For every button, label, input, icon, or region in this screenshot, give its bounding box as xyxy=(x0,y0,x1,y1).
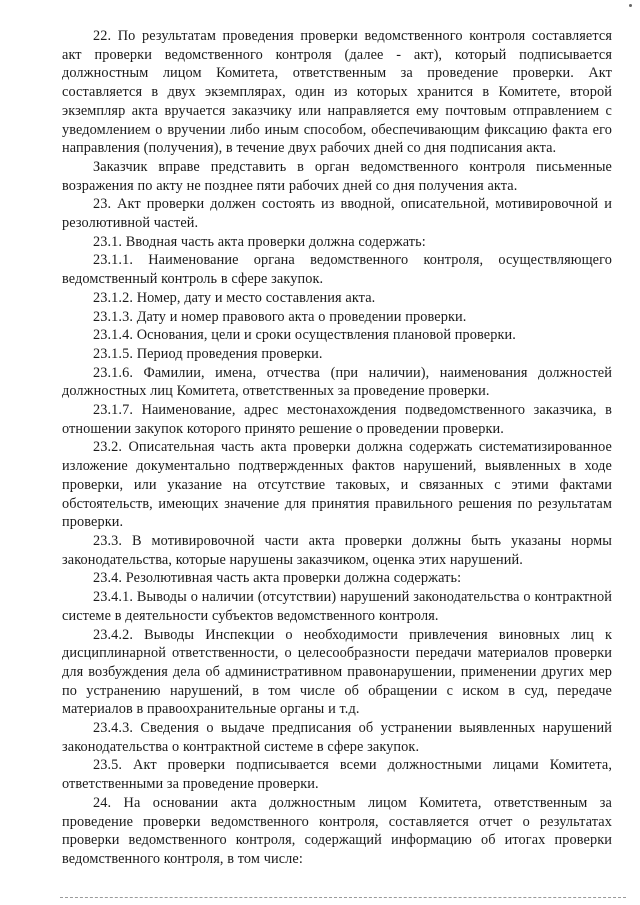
paragraph-24: 24. На основании акта должностным лицом Комитета, ответственным за проведение проверки ведомственного контроля, составляется отчет о результатах проверки ведомственного контроля, содержащий информацию об итогах проверки ведомственного контроля, в том числе: xyxy=(62,794,612,867)
paragraph-23-1-4: 23.1.4. Основания, цели и сроки осуществления плановой проверки. xyxy=(93,327,516,344)
paragraph-23-5: 23.5. Акт проверки подписывается всеми должностными лицами Комитета, ответственными за проведение проверки. xyxy=(62,757,612,793)
scan-speck xyxy=(629,4,632,7)
paragraph-23-1-2: 23.1.2. Номер, дату и место составления акта. xyxy=(93,289,376,306)
scan-bottom-edge xyxy=(60,897,626,898)
paragraph-22-objections: Заказчик вправе представить в орган ведомственного контроля письменные возражения по акту не позднее пяти рабочих дней со дня получения акта. xyxy=(62,158,612,194)
paragraph-23-1-5: 23.1.5. Период проведения проверки. xyxy=(93,345,323,362)
paragraph-23: 23. Акт проверки должен состоять из вводной, описательной, мотивировочной и резолютивной частей. xyxy=(62,196,612,232)
paragraph-23-4-2: 23.4.2. Выводы Инспекции о необходимости привлечения виновных лиц к дисциплинарной ответственности, о целесообразности передачи материалов проверки для возбуждения дела об административном правонарушении, применении других мер по устранению нарушений, в том числе об обращении с иском в суд, передаче материалов в правоохранительные органы и т.д. xyxy=(62,626,612,718)
paragraph-23-1-7: 23.1.7. Наименование, адрес местонахождения подведомственного заказчика, в отношении закупок которого принято решение о проведении проверки. xyxy=(62,402,612,437)
paragraph-23-2: 23.2. Описательная часть акта проверки должна содержать систематизированное изложение документально подтвержденных фактов нарушений, выявленных в ходе проверки, или указание на отсутствие таковых, и связанных с этими фактами обстоятельств, имеющих значение для принятия правильного решения по результатам проверки. xyxy=(62,439,612,531)
paragraph-23-1-3: 23.1.3. Дату и номер правового акта о проведении проверки. xyxy=(93,308,467,325)
document-body xyxy=(62,27,612,869)
paragraph-23-4-3: 23.4.3. Сведения о выдаче предписания об устранении выявленных нарушений законодательства о контрактной системе в сфере закупок. xyxy=(62,720,612,755)
paragraph-23-3: 23.3. В мотивировочной части акта проверки должны быть указаны нормы законодательства, которые нарушены заказчиком, оценка этих нарушений. xyxy=(62,532,612,568)
paragraph-23-1: 23.1. Вводная часть акта проверки должна содержать: xyxy=(93,233,426,250)
paragraph-23-1-6: 23.1.6. Фамилии, имена, отчества (при наличии), наименования должностей должностных лиц Комитета, ответственных за проведение проверки. xyxy=(62,364,612,400)
paragraph-23-4: 23.4. Резолютивная часть акта проверки должна содержать: xyxy=(93,570,462,587)
paragraph-23-1-1: 23.1.1. Наименование органа ведомственного контроля, осуществляющего ведомственный контроль в сфере закупок. xyxy=(62,252,612,288)
paragraph-23-4-1: 23.4.1. Выводы о наличии (отсутствии) нарушений законодательства о контрактной системе в деятельности субъектов ведомственного контроля. xyxy=(62,589,612,624)
paragraph-22: 22. По результатам проведения проверки ведомственного контроля составляется акт проверки ведомственного контроля (далее - акт), который подписывается должностным лицом Комитета, ответственным за проведение проверки. Акт составляется в двух экземплярах, один из которых хранится в Комитете, второй экземпляр акта вручается заказчику или направляется ему почтовым отправлением с уведомлением о вручении либо иным способом, обеспечивающим фиксацию факта его направления (получения), в течение двух рабочих дней со дня подписания акта. xyxy=(62,28,612,157)
